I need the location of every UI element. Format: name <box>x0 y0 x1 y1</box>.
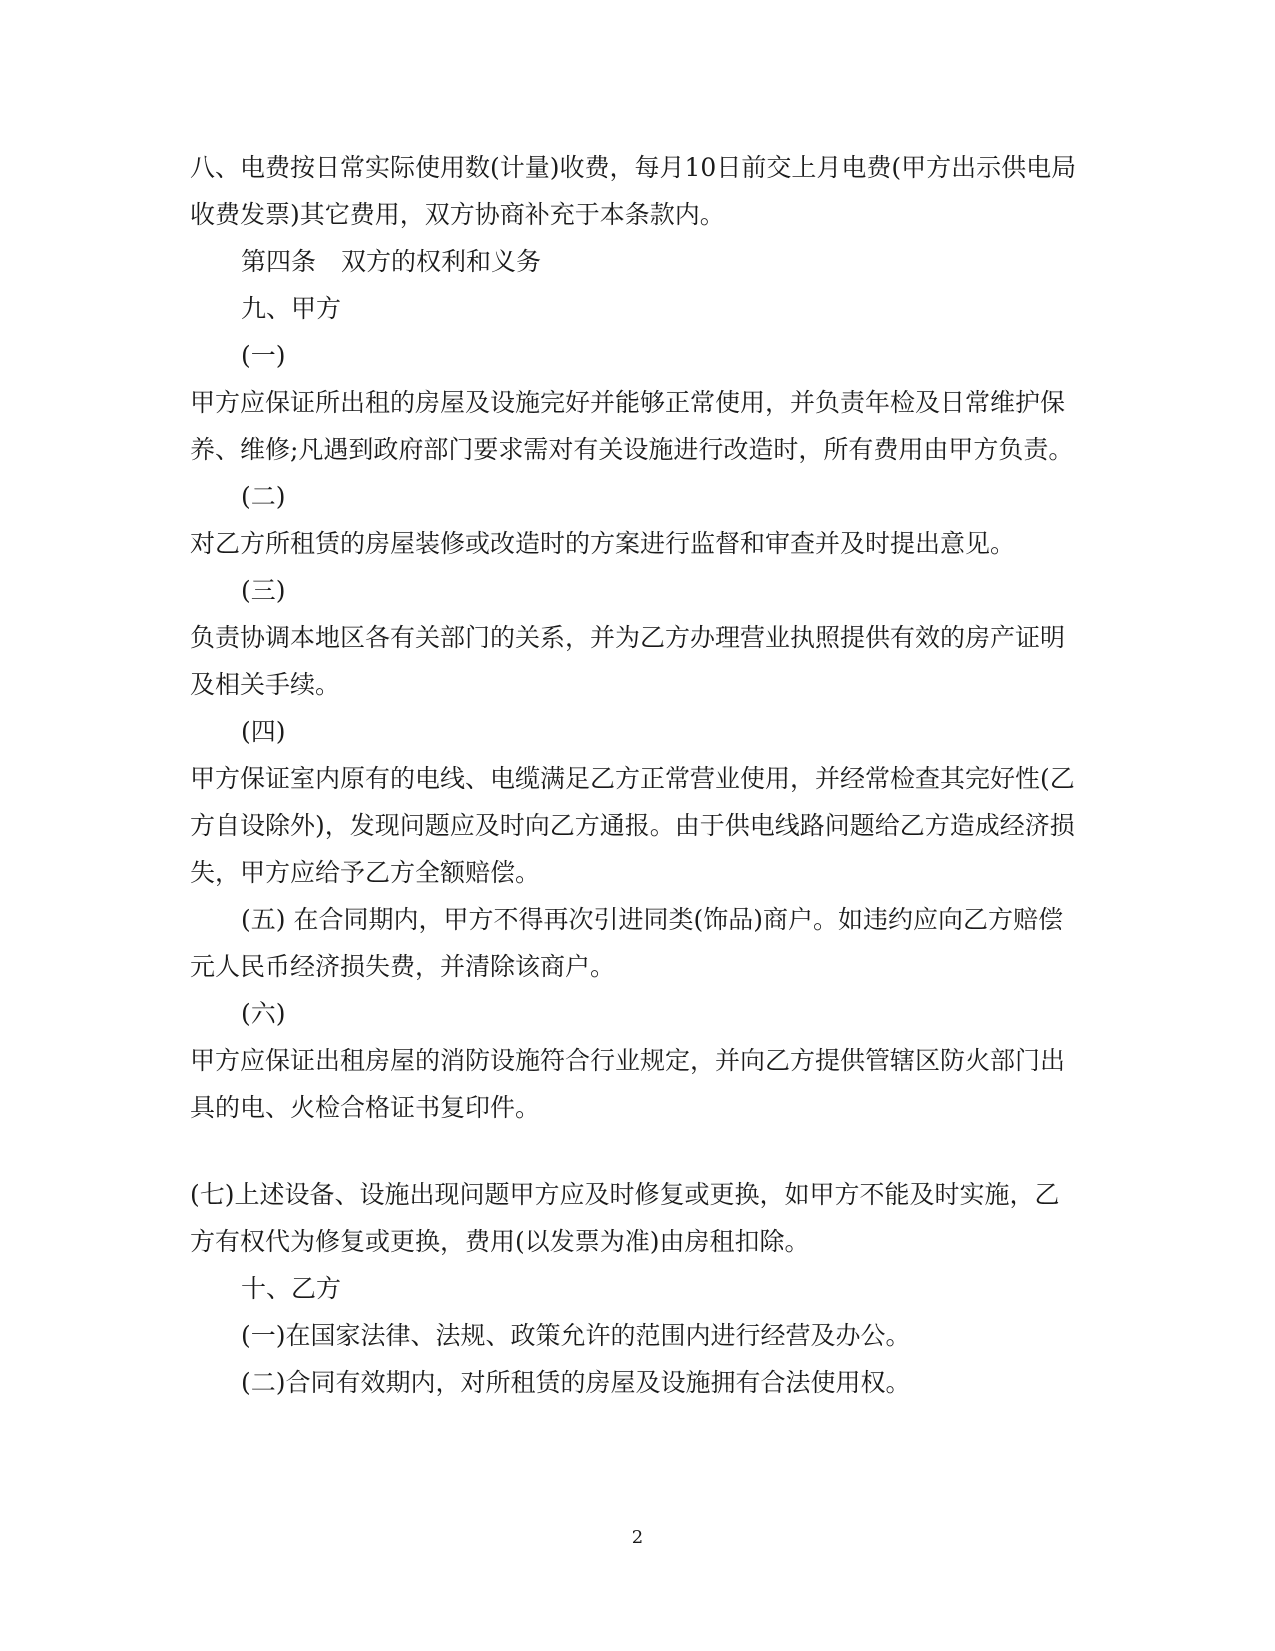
page-number: 2 <box>631 1527 644 1548</box>
item-number: (四) <box>241 717 286 746</box>
paragraph-line: 及相关手续。 <box>190 670 341 699</box>
paragraph-line: (七)上述设备、设施出现问题甲方应及时修复或更换，如甲方不能及时实施，乙 <box>190 1180 1060 1209</box>
paragraph-line: 方自设除外)，发现问题应及时向乙方通报。由于供电线路问题给乙方造成经济损 <box>190 811 1075 840</box>
paragraph-line: 收费发票)其它费用，双方协商补充于本条款内。 <box>190 200 725 229</box>
paragraph-line: 八、电费按日常实际使用数(计量)收费，每月10日前交上月电费(甲方出示供电局 <box>190 153 1077 182</box>
paragraph-line: 具的电、火检合格证书复印件。 <box>190 1093 541 1122</box>
section-heading: 第四条 双方的权利和义务 <box>241 247 542 276</box>
item-number: (一) <box>241 341 286 370</box>
paragraph-line: 对乙方所租赁的房屋装修或改造时的方案进行监督和审查并及时提出意见。 <box>190 529 1016 558</box>
party-heading: 十、乙方 <box>241 1274 342 1303</box>
paragraph-line: 甲方保证室内原有的电线、电缆满足乙方正常营业使用，并经常检查其完好性(乙 <box>190 764 1075 793</box>
paragraph-line: 失，甲方应给予乙方全额赔偿。 <box>190 858 541 887</box>
paragraph-line: 负责协调本地区各有关部门的关系，并为乙方办理营业执照提供有效的房产证明 <box>190 623 1066 652</box>
paragraph-line: (五) 在合同期内，甲方不得再次引进同类(饰品)商户。如违约应向乙方赔偿 <box>241 905 1063 934</box>
paragraph-line: 元人民币经济损失费，并清除该商户。 <box>190 952 616 981</box>
paragraph-line: 方有权代为修复或更换，费用(以发票为准)由房租扣除。 <box>190 1227 810 1256</box>
item-number: (六) <box>241 999 286 1028</box>
paragraph-line: 甲方应保证所出租的房屋及设施完好并能够正常使用，并负责年检及日常维护保 <box>190 388 1066 417</box>
paragraph-line: 养、维修;凡遇到政府部门要求需对有关设施进行改造时，所有费用由甲方负责。 <box>190 435 1074 464</box>
item-number: (三) <box>241 576 286 605</box>
paragraph-line: 甲方应保证出租房屋的消防设施符合行业规定，并向乙方提供管辖区防火部门出 <box>190 1046 1066 1075</box>
party-heading: 九、甲方 <box>241 294 342 323</box>
paragraph-line: (二)合同有效期内，对所租赁的房屋及设施拥有合法使用权。 <box>241 1368 911 1397</box>
paragraph-line: (一)在国家法律、法规、政策允许的范围内进行经营及办公。 <box>241 1321 911 1350</box>
item-number: (二) <box>241 482 286 511</box>
